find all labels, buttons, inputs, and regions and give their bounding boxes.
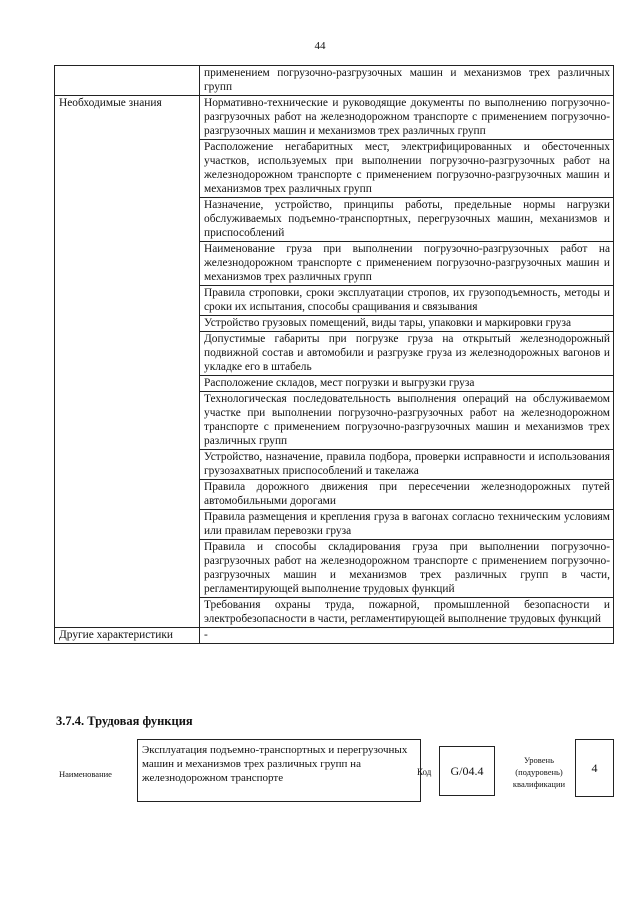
table-cell: Допустимые габариты при погрузке груза на открытый железнодорожный подвижной состав и автомобили и разгрузке груза из железнодорожных вагонов и укладке его в штабель [200, 332, 614, 376]
table-cell: Правила строповки, сроки эксплуатации стропов, их грузоподъемность, методы и сроки их испытания, способы сращивания и связывания [200, 286, 614, 316]
table-cell: Назначение, устройство, принципы работы, предельные нормы нагрузки обслуживаемых подъемно-транспортных, перегрузочных машин, механизмов и приспособлений [200, 198, 614, 242]
table-cell: применением погрузочно-разгрузочных машин и механизмов трех различных групп [200, 66, 614, 96]
table-cell: Технологическая последовательность выполнения операций на обслуживаемом участке при выполнении погрузочно-разгрузочных работ на железнодорожном транспорте с применением погрузочно-разгрузочных машин и механизмов трех различных групп [200, 392, 614, 450]
table-row [55, 628, 614, 644]
name-label: Наименование [59, 769, 112, 779]
table-cell: Правила размещения и крепления груза в вагонах согласно техническим условиям или правилам перевозки груза [200, 510, 614, 540]
qualification-level-label: Уровень (подуровень) квалификации [512, 755, 566, 789]
labor-function-row [54, 736, 614, 806]
table-row [55, 96, 614, 140]
table-cell: Требования охраны труда, пожарной, промышленной безопасности и электробезопасности в части, регламентирующей выполнение трудовых функций [200, 598, 614, 628]
table-cell: Нормативно-технические и руководящие документы по выполнению погрузочно-разгрузочных работ на железнодорожном транспорте с применением погрузочно-разгрузочных машин и механизмов трех различных групп [200, 96, 614, 140]
table-row [55, 66, 614, 96]
knowledge-table [54, 65, 614, 644]
code-label: Код [417, 767, 432, 777]
table-cell: Устройство грузовых помещений, виды тары, упаковки и маркировки груза [200, 316, 614, 332]
function-code-box: G/04.4 [439, 746, 495, 796]
row-label: Другие характеристики [55, 628, 200, 644]
table-cell: Правила и способы складирования груза при выполнении погрузочно-разгрузочных работ на железнодорожном транспорте с применением погрузочно-разгрузочных машин и механизмов трех различных групп в части, регламентирующей выполнение трудовых функций [200, 540, 614, 598]
table-cell: Расположение складов, мест погрузки и выгрузки груза [200, 376, 614, 392]
table-cell: Правила дорожного движения при пересечении железнодорожных путей автомобильными дорогами [200, 480, 614, 510]
function-name-box: Эксплуатация подъемно-транспортных и перегрузочных машин и механизмов трех различных групп на железнодорожном транспорте [137, 739, 421, 802]
table-cell: Устройство, назначение, правила подбора, проверки исправности и использования грузозахватных приспособлений и такелажа [200, 450, 614, 480]
table-cell: Наименование груза при выполнении погрузочно-разгрузочных работ на железнодорожном транспорте с применением погрузочно-разгрузочных машин и механизмов трех различных групп [200, 242, 614, 286]
row-label: Необходимые знания [55, 96, 200, 628]
table-cell: Расположение негабаритных мест, электрифицированных и обесточенных участков, используемых при выполнении погрузочно-разгрузочных работ на железнодорожном транспорте с применением погрузочно-разгрузочных машин и механизмов трех различных групп [200, 140, 614, 198]
row-label [55, 66, 200, 96]
table-cell: - [200, 628, 614, 644]
page-number: 44 [314, 40, 326, 52]
section-title: 3.7.4. Трудовая функция [56, 714, 193, 728]
qualification-level-box: 4 [575, 739, 614, 797]
